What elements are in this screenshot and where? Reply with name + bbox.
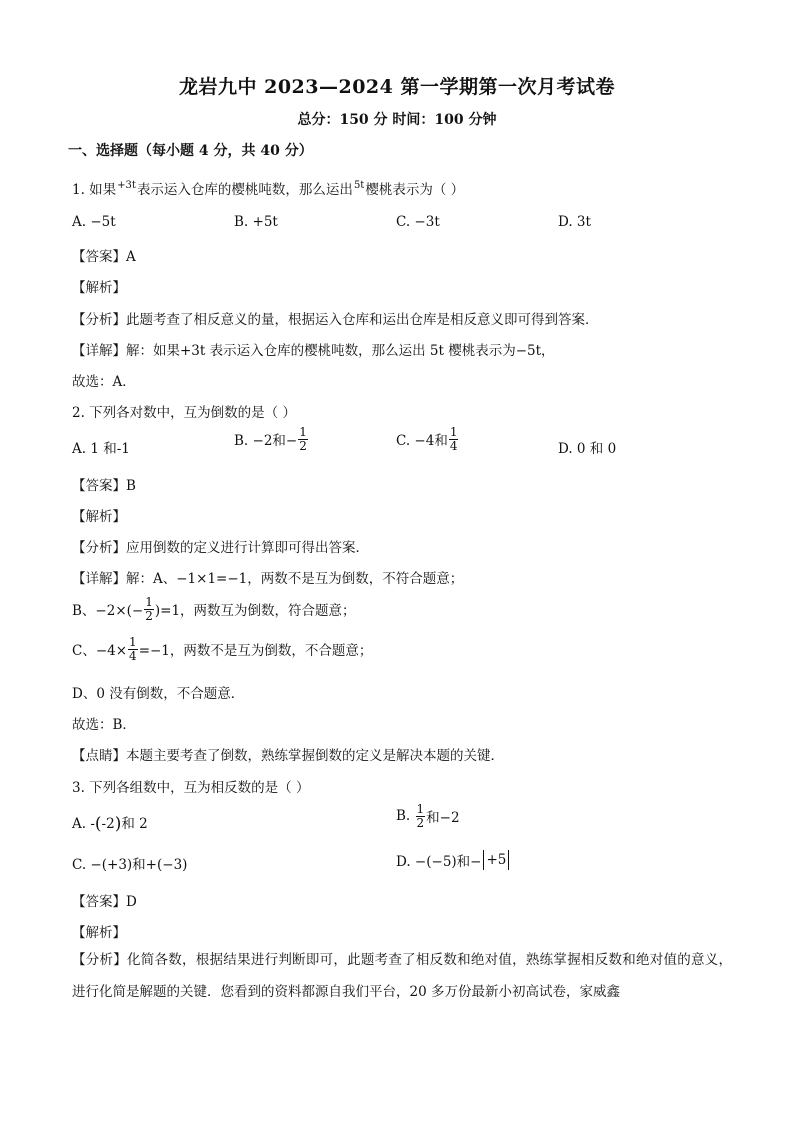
q2-line-b-fraction <box>144 596 154 622</box>
q1-analysis-label: 【解析】 <box>72 280 126 296</box>
q1-fenxi: 【分析】此题考查了相反意义的量，根据运入仓库和运出仓库是相反意义即可得到答案． <box>72 312 599 328</box>
fraction-numerator: 1 <box>449 425 458 439</box>
fraction-denominator: 2 <box>416 815 425 830</box>
q1-option-a: A. −5t <box>72 214 116 230</box>
left-paren-icon: ( <box>94 814 102 834</box>
fraction-numerator: 1 <box>129 635 137 649</box>
q2-line-c-post: =−1，两数不是互为倒数，不合题意； <box>138 643 373 660</box>
q1-option-c: C. −3t <box>396 214 440 230</box>
q2-option-d: D. 0 和 0 <box>558 441 617 457</box>
fraction-denominator: 4 <box>129 648 137 663</box>
q3-option-a-post: 和 2 <box>121 816 148 832</box>
q1-detail: 【详解】解：如果+3t 表示运入仓库的樱桃吨数，那么运出 5t 樱桃表示为−5t， <box>72 343 555 359</box>
q3-fenxi: 【分析】化简各数，根据结果进行判断即可，此题考查了相反数和绝对值，熟练掌握相反数和绝对值的意义，进行化简是解题的关键．您看到的资料都源自我们平台，20 多万份最新小初高试卷，家威鑫 <box>72 952 732 1000</box>
fraction-numerator: 1 <box>416 802 425 816</box>
q1-sup-1: +3t <box>117 180 136 191</box>
q2-answer: 【答案】B <box>72 478 136 494</box>
q2-option-c-fraction <box>449 426 459 452</box>
q2-option-c-text: C. −4和 <box>396 433 448 450</box>
fraction-numerator: 1 <box>145 595 153 609</box>
section-heading: 一、选择题（每小题 4 分，共 40 分） <box>68 143 313 159</box>
exam-info: 总分：150 分 时间：100 分钟 <box>297 112 497 128</box>
q2-detail: 【详解】解：A、−1×1=−1，两数不是互为倒数，不符合题意； <box>72 571 464 587</box>
q3-option-b <box>396 803 460 829</box>
q3-option-a-pre: A. - <box>72 816 95 832</box>
q2-option-a: A. 1 和-1 <box>72 441 130 457</box>
q2-option-b <box>234 426 309 452</box>
q3-option-b-pre: B. <box>396 808 415 825</box>
q2-line-b-post: )=1，两数互为倒数，符合题意； <box>154 603 356 620</box>
q2-fenxi: 【分析】应用倒数的定义进行计算即可得出答案． <box>72 540 369 556</box>
q2-analysis-label: 【解析】 <box>72 509 126 525</box>
q2-option-b-fraction <box>298 426 308 452</box>
q1-option-d: D. 3t <box>558 214 591 230</box>
q1-sup-2: 5t <box>353 180 365 191</box>
q2-choose: 故选：B． <box>72 717 136 733</box>
q3-option-d-abs: +5 <box>483 850 509 870</box>
q1-choose: 故选：A． <box>72 374 136 390</box>
q2-dianjing: 【点睛】本题主要考查了倒数，熟练掌握倒数的定义是解决本题的关键． <box>72 748 504 764</box>
q2-stem: 2. 下列各对数中，互为倒数的是（ ） <box>72 405 296 421</box>
right-paren-icon: ) <box>114 814 122 834</box>
q3-option-b-fraction <box>416 803 426 829</box>
q1-stem <box>72 178 464 198</box>
q3-analysis-label: 【解析】 <box>72 925 126 941</box>
q3-option-d-pre: D. −(−5)和− <box>396 854 482 870</box>
q3-option-b-post: 和−2 <box>426 810 460 827</box>
q1-stem-part: 表示运入仓库的樱桃吨数，那么运出 <box>136 182 353 198</box>
q2-line-b-pre: B、−2×(− <box>72 603 144 620</box>
fraction-denominator: 2 <box>299 438 307 453</box>
q2-option-b-text: B. −2和− <box>234 433 298 450</box>
q3-stem: 3. 下列各组数中，互为相反数的是（ ） <box>72 780 310 796</box>
q3-option-d <box>396 850 511 870</box>
q2-line-d: D、0 没有倒数，不合题意． <box>72 686 245 702</box>
q2-line-c <box>72 636 372 662</box>
fraction-numerator: 1 <box>299 425 307 439</box>
q3-answer: 【答案】D <box>72 894 137 910</box>
q2-option-c <box>396 426 459 452</box>
q3-option-c: C. −(+3)和+(−3) <box>72 857 188 873</box>
q3-option-a-inner: -2 <box>101 816 115 832</box>
q1-stem-part: 1. 如果 <box>72 182 117 198</box>
q2-line-b <box>72 596 356 622</box>
fraction-denominator: 2 <box>145 608 153 623</box>
q1-answer: 【答案】A <box>72 249 136 265</box>
q3-option-a <box>72 812 148 834</box>
q2-line-c-fraction <box>128 636 138 662</box>
q1-stem-part: 樱桃表示为（ ） <box>365 182 465 198</box>
page-title: 龙岩九中 2023—2024 第一学期第一次月考试卷 <box>179 76 615 98</box>
q2-line-c-pre: C、−4× <box>72 643 128 660</box>
q1-option-b: B. +5t <box>234 214 278 230</box>
fraction-denominator: 4 <box>449 438 458 453</box>
